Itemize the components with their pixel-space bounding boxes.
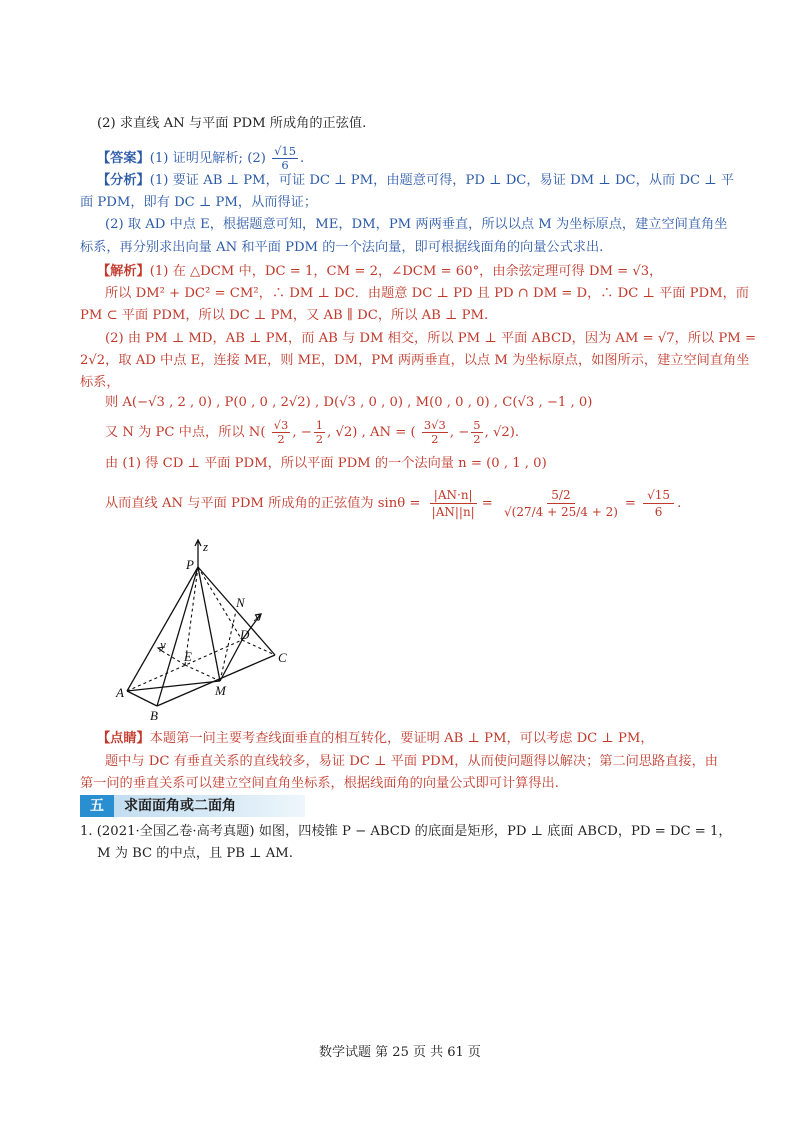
solution-line-10: 从而直线 AN 与平面 PDM 所成角的正弦值为 sinθ = $\frac{|AN\cdot n|}{|AN||n|}$ = $\frac{5/2}{√(27/4 + 25/4 + 2)}$ = $\frac{√15}{6}$ . [105, 488, 682, 519]
label-M: M [215, 683, 226, 698]
solution-line-6: 标系， [80, 375, 120, 390]
comment-line-2: 题中与 DC 有垂直关系的直线较多，易证 DC ⊥ 平面 PDM，从而使问题得以解决；第二问思路直接，由 [105, 754, 718, 769]
label-C: C [278, 650, 287, 665]
comment-text-1: 本题第一问主要考查线面垂直的相互转化，要证明 AB ⊥ PM，可以考虑 DC ⊥ PM， [149, 731, 654, 746]
sin-fraction-1 [428, 487, 479, 520]
sin-fraction-3 [643, 487, 674, 520]
section-title: 求面面角或二面角 [124, 798, 236, 814]
problem1-line-2: M 为 BC 的中点，且 PB ⊥ AM. [97, 846, 293, 861]
solution-line-4: (2) 由 PM ⊥ MD，AB ⊥ PM，而 AB 与 DM 相交，所以 PM ⊥ 平面 ABCD，因为 AM = √7，所以 PM = [105, 331, 757, 346]
an-x-num: 3√3 [423, 418, 446, 432]
answer-fraction [272, 145, 298, 172]
segment-EM [185, 665, 220, 681]
n-y-den: 2 [315, 432, 324, 446]
label-x: x [254, 609, 260, 624]
edge-AM [127, 681, 220, 691]
analysis-tag: 【分析】 [97, 173, 150, 188]
label-N: N [236, 595, 245, 610]
edge-AB [127, 691, 157, 706]
label-P: P [186, 557, 194, 572]
frac1-den: |AN||n| [431, 505, 475, 519]
page-footer: 数学试题 第 25 页 共 61 页 [319, 1045, 481, 1060]
edge-PM [198, 567, 220, 681]
analysis-line-4: 标系，再分别求出向量 AN 和平面 PDM 的一个法向量，即可根据线面角的向量公式求出. [80, 240, 604, 255]
n-y-fraction [314, 419, 325, 446]
solution-8c: , √2) , AN = ( [327, 425, 416, 440]
label-y: y [160, 637, 166, 652]
an-y-den: 2 [473, 432, 481, 446]
question-part2: (2) 求直线 AN 与平面 PDM 所成角的正弦值. [97, 116, 367, 131]
solution-line-5: 2√2，取 AD 中点 E，连接 ME，则 ME，DM，PM 两两垂直，以点 M 为坐标原点，如图所示，建立空间直角坐 [80, 353, 750, 368]
solution-8b: , − [292, 425, 312, 440]
edge-DC [242, 640, 275, 655]
an-y-fraction [471, 419, 482, 446]
n-x-fraction [272, 419, 291, 446]
pyramid-figure [110, 535, 300, 725]
n-x-num: √3 [273, 418, 289, 432]
solution-line-2: 所以 DM² + DC² = CM²，∴ DM ⊥ DC．由题意 DC ⊥ PD 且 PD ∩ DM = D，∴ DC ⊥ 平面 PDM，而 [105, 286, 749, 301]
n-x-den: 2 [277, 432, 285, 446]
n-y-num: 1 [315, 418, 324, 432]
solution-8a: 又 N 为 PC 中点，所以 N( [105, 425, 266, 440]
an-y-num: 5 [473, 418, 481, 432]
comment-line-3: 第一问的垂直关系可以建立空间直角坐标系，根据线面角的向量公式即可计算得出. [80, 776, 559, 791]
comment-tag: 【点睛】 [97, 731, 150, 746]
frac3-num: √15 [643, 487, 674, 504]
answer-text: (1) 证明见解析; (2) [149, 151, 266, 166]
an-x-fraction [422, 419, 448, 446]
answer-line: 【答案】(1) 证明见解析; (2) $\frac{√15}{6}$ . [97, 144, 305, 172]
edge-MD-visible [220, 640, 242, 681]
an-x-den: 2 [431, 432, 439, 446]
frac3-den: 6 [654, 505, 663, 519]
sin-fraction-2 [500, 487, 622, 520]
frac2-num: 5/2 [547, 487, 574, 504]
y-axis [162, 651, 185, 665]
analysis-text-1: (1) 要证 AB ⊥ PM，可证 DC ⊥ PM，由题意可得，PD ⊥ DC，易证 DM ⊥ DC，从而 DC ⊥ 平 [149, 173, 735, 188]
label-B: B [150, 708, 158, 723]
solution-8d: , − [449, 425, 470, 440]
analysis-line-2: 面 PDM，即有 DC ⊥ PM，从而得证； [80, 195, 318, 210]
edge-PC [198, 567, 275, 655]
analysis-line-1 [97, 171, 734, 191]
solution-line-7: 则 A(−√3 , 2 , 0) , P(0 , 0 , 2√2) , D(√3 , 0 , 0) , M(0 , 0 , 0) , C(√3 , −1 , 0) [105, 395, 593, 410]
section-header [80, 795, 305, 817]
solution-10a: 从而直线 AN 与平面 PDM 所成角的正弦值为 sinθ = [105, 496, 421, 511]
analysis-line-3: (2) 取 AD 中点 E，根据题意可知，ME，DM，PM 两两垂直，所以以点 M 为坐标原点，建立空间直角坐 [105, 217, 728, 232]
answer-frac-den: 6 [281, 158, 289, 172]
solution-line-3: PM ⊂ 平面 PDM，所以 DC ⊥ PM，又 AB ∥ DC，所以 AB ⊥ PM. [80, 308, 489, 323]
label-z: z [203, 539, 209, 554]
answer-frac-num: √15 [274, 144, 297, 158]
comment-line-1 [97, 729, 654, 749]
solution-tag: 【解析】 [97, 264, 150, 279]
section-number: 五 [80, 795, 114, 817]
frac2-den: √(27/4 + 25/4 + 2) [503, 505, 618, 519]
solution-line-9: 由 (1) 得 CD ⊥ 平面 PDM，所以平面 PDM 的一个法向量 n = (0 , 1 , 0) [105, 456, 547, 471]
label-A: A [116, 685, 124, 700]
solution-line-1 [97, 262, 662, 282]
frac1-num: |AN·n| [430, 487, 477, 504]
solution-text-1: (1) 在 △DCM 中，DC = 1，CM = 2，∠DCM = 60°，由余弦定理可得 DM = √3， [149, 264, 663, 279]
label-D: D [240, 627, 250, 642]
solution-line-8 [105, 419, 519, 446]
problem1-line-1: 1. (2021·全国乙卷·高考真题) 如图，四棱锥 P − ABCD 的底面是矩形，PD ⊥ 底面 ABCD，PD = DC = 1， [80, 824, 732, 839]
edge-PA [127, 567, 198, 691]
label-E: E [184, 649, 192, 664]
solution-8e: , √2). [484, 425, 520, 440]
answer-tag: 【答案】 [97, 151, 150, 166]
